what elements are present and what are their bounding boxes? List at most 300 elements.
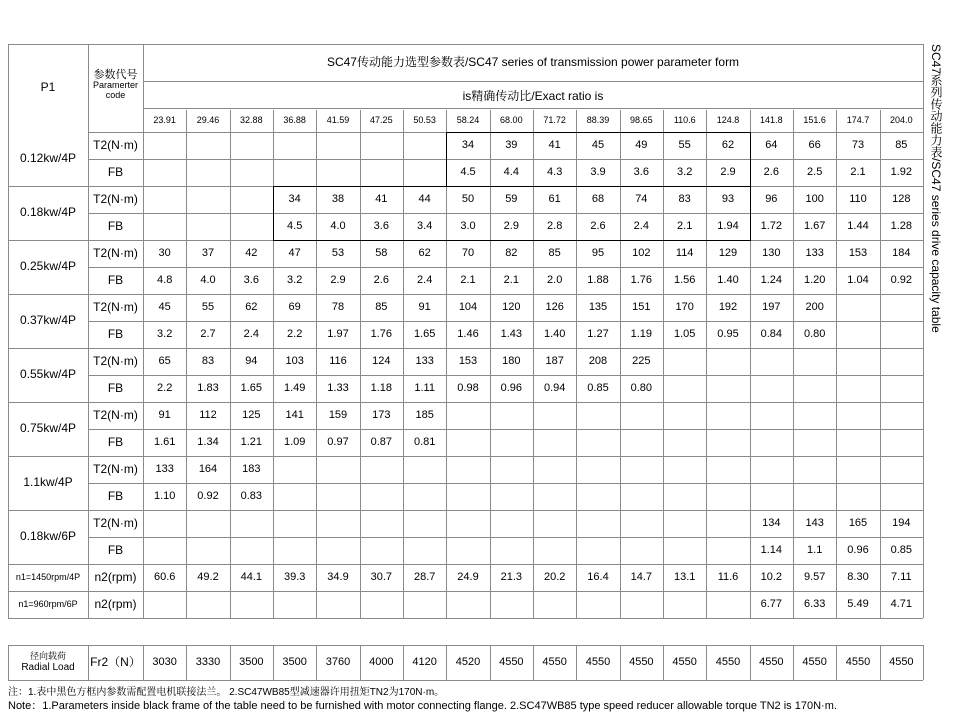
radial-value: 4550 (629, 656, 654, 669)
t2-value: 91 (418, 301, 431, 314)
n2-value: 24.9 (457, 571, 479, 584)
ratio-cell: 98.65 (630, 115, 653, 126)
fb-value: 1.61 (153, 436, 176, 449)
t2-value: 70 (461, 247, 475, 260)
fb-value: 1.19 (630, 328, 653, 341)
fb-value (576, 537, 619, 564)
fb-value (706, 483, 749, 510)
t2-value: 192 (718, 301, 738, 314)
t2-value: 120 (502, 301, 521, 314)
param-code-en: Paramerter code (92, 80, 138, 101)
fb-value: 1.34 (197, 436, 219, 449)
t2-value (316, 510, 359, 537)
t2-value (663, 348, 706, 375)
t2-value (273, 132, 316, 159)
t2-value: 82 (505, 247, 518, 260)
fb-value: 2.1 (460, 274, 476, 287)
radial-border-top (8, 645, 923, 646)
grid-line (143, 108, 923, 109)
fb-value: 0.96 (847, 544, 869, 557)
fb-value: 3.6 (243, 274, 259, 287)
grid-line (230, 110, 231, 618)
n2-value (273, 591, 316, 618)
fb-value: 1.44 (847, 220, 869, 233)
ratio-cell: 124.8 (716, 115, 740, 126)
fb-value: 2.6 (590, 220, 606, 233)
t2-value (533, 510, 576, 537)
t2-value (273, 510, 316, 537)
t2-value: 184 (892, 247, 911, 260)
t2-value: 100 (805, 193, 824, 206)
fb-value (273, 159, 316, 186)
grid-line (88, 537, 923, 538)
t2-label: T2(N·m) (93, 299, 138, 314)
t2-label: T2(N·m) (93, 461, 138, 476)
fb-value (880, 429, 923, 456)
t2-value: 45 (158, 301, 171, 314)
t2-value: 34 (461, 139, 475, 152)
fb-value: 0.85 (890, 544, 913, 557)
fb-value (446, 483, 489, 510)
fb-value: 2.7 (200, 328, 216, 341)
fb-value: 1.83 (197, 382, 219, 395)
grid-line (706, 645, 707, 680)
fb-value: 1.65 (240, 382, 263, 395)
fb-value: 3.2 (677, 166, 693, 179)
power-label: 0.18kw/4P (19, 205, 77, 220)
fb-value: 1.1 (807, 544, 823, 557)
t2-value: 165 (848, 517, 868, 530)
t2-value (230, 186, 273, 213)
t2-value (143, 186, 186, 213)
radial-border-bottom (8, 680, 923, 681)
t2-value: 74 (635, 193, 648, 206)
radial-value: 4550 (759, 656, 784, 669)
t2-value: 59 (505, 193, 518, 206)
t2-value: 143 (805, 517, 824, 530)
n2-value: 44.1 (240, 571, 263, 584)
fb-value: 1.14 (760, 544, 783, 557)
fb-value (316, 537, 359, 564)
fb-value: 4.5 (460, 166, 476, 179)
n2-value: 4.71 (890, 598, 913, 611)
t2-value (403, 510, 446, 537)
grid-line (793, 645, 794, 680)
t2-value: 30 (158, 247, 171, 260)
fb-value: 2.9 (330, 274, 346, 287)
t2-value (490, 402, 533, 429)
n2-value: 7.11 (891, 571, 912, 584)
fb-value: 4.5 (287, 220, 303, 233)
param-code-header (88, 60, 143, 110)
t2-value (403, 456, 446, 483)
grid-line (316, 645, 317, 680)
t2-value: 38 (331, 193, 345, 206)
fb-label: FB (107, 272, 124, 287)
t2-value (880, 456, 923, 483)
t2-value: 116 (329, 355, 347, 368)
ratio-cell: 151.6 (803, 115, 826, 126)
fb-value: 3.6 (633, 166, 649, 179)
n2-value: 10.2 (760, 571, 783, 584)
t2-value: 50 (461, 193, 475, 206)
n2-value: 14.7 (630, 571, 653, 584)
t2-value: 62 (721, 139, 735, 152)
table-border-top (8, 44, 923, 45)
fb-value (620, 429, 663, 456)
ratio-cell: 110.6 (673, 115, 696, 126)
grid-line (576, 645, 577, 680)
grid-line (88, 321, 923, 322)
t2-value: 133 (805, 247, 824, 260)
radial-value: 3330 (195, 656, 221, 669)
t2-value (576, 456, 619, 483)
t2-label: T2(N·m) (93, 515, 138, 530)
n2-value: 60.6 (153, 571, 176, 584)
t2-value: 102 (632, 247, 651, 260)
fb-value (316, 159, 359, 186)
fb-label: FB (107, 326, 124, 341)
fb-value (836, 429, 879, 456)
t2-value (360, 456, 403, 483)
grid-line (880, 110, 881, 618)
power-label: 1.1kw/4P (23, 475, 73, 490)
t2-value: 183 (242, 463, 261, 476)
fb-value (663, 375, 706, 402)
fb-value (360, 159, 403, 186)
note-cn: 注：1.表中黑色方框内参数需配置电机联接法兰。 2.SC47WB85型减速器许用扭矩TN2为170N·m。 (8, 687, 445, 698)
t2-value (533, 402, 576, 429)
fb-value (186, 159, 229, 186)
radial-value: 3760 (325, 656, 351, 669)
fb-value: 3.9 (590, 166, 606, 179)
grid-line (88, 267, 923, 268)
t2-value: 194 (892, 517, 911, 530)
grid-line (143, 645, 144, 680)
t2-value (403, 132, 446, 159)
grid-line (923, 645, 924, 680)
ratio-cell: 88.39 (586, 115, 610, 126)
p1-header: P1 (40, 80, 56, 95)
t2-value (836, 294, 879, 321)
t2-value: 173 (372, 409, 391, 422)
fb-value (230, 213, 273, 240)
grid-line (446, 645, 447, 680)
t2-value (186, 510, 229, 537)
fb-value: 1.05 (673, 328, 696, 341)
fb-value: 0.97 (327, 436, 349, 449)
t2-value: 185 (415, 409, 434, 422)
grid-line (403, 645, 404, 680)
t2-value: 91 (158, 409, 171, 422)
fb-value: 1.56 (673, 274, 696, 287)
fb-value (273, 537, 316, 564)
fb-value (316, 483, 359, 510)
t2-value: 42 (245, 247, 258, 260)
power-label: 0.37kw/4P (19, 313, 77, 328)
grid-line (533, 645, 534, 680)
power-label: 0.25kw/4P (19, 259, 77, 274)
fb-value: 2.2 (157, 382, 173, 395)
fb-value: 1.33 (327, 382, 349, 395)
t2-value: 124 (372, 355, 391, 368)
flange-frame-018kw (273, 186, 751, 241)
fb-value (706, 375, 749, 402)
t2-value: 39 (505, 139, 518, 152)
t2-value: 44 (418, 193, 431, 206)
radial-value: 4550 (542, 656, 567, 669)
fb-value (360, 483, 403, 510)
t2-label: T2(N·m) (93, 191, 138, 206)
grid-line (836, 110, 837, 618)
fb-value (793, 483, 836, 510)
fb-value (490, 483, 533, 510)
t2-value: 133 (155, 463, 174, 476)
radial-load-en: Radial Load (21, 661, 75, 673)
fb-value: 0.98 (457, 382, 479, 395)
n2-value (533, 591, 576, 618)
t2-label: T2(N·m) (93, 245, 138, 260)
t2-value (446, 510, 489, 537)
fb-value: 1.40 (717, 274, 739, 287)
t2-value: 134 (762, 517, 781, 530)
n2-value: 11.6 (717, 571, 739, 584)
fb-value: 0.95 (717, 328, 739, 341)
ratio-cell: 29.46 (196, 115, 220, 126)
t2-value: 62 (418, 247, 431, 260)
n2-value: 9.57 (803, 571, 826, 584)
n2-label: n2(rpm) (94, 569, 137, 584)
fb-value: 0.85 (587, 382, 609, 395)
grid-line (143, 81, 923, 82)
fb-value (836, 375, 879, 402)
n2-value: 30.7 (370, 571, 393, 584)
radial-value: 4550 (802, 656, 827, 669)
t2-value: 78 (331, 301, 345, 314)
fb-label: FB (107, 380, 124, 395)
t2-value (793, 456, 836, 483)
table-border-left (8, 44, 9, 618)
t2-value (836, 348, 879, 375)
t2-value: 49 (635, 139, 648, 152)
fb-value (750, 429, 793, 456)
grid-line (620, 645, 621, 680)
fb-value: 2.4 (243, 328, 259, 341)
t2-value (576, 510, 619, 537)
fb-value: 0.87 (370, 436, 393, 449)
fb-value: 2.8 (547, 220, 563, 233)
t2-value: 110 (849, 193, 867, 206)
fb-value: 3.4 (417, 220, 433, 233)
n1-label: n1=1450rpm/4P (15, 571, 81, 582)
fb-value: 0.80 (630, 382, 653, 395)
grid-line (88, 375, 923, 376)
fb-value: 2.5 (807, 166, 823, 179)
radial-load-label (8, 645, 88, 680)
fb-value: 2.0 (547, 274, 563, 287)
fb-value (360, 537, 403, 564)
n1-label: n1=960rpm/6P (18, 598, 78, 609)
t2-value: 85 (548, 247, 561, 260)
param-code-cn: 参数代号 (93, 69, 138, 82)
t2-value: 104 (458, 301, 478, 314)
t2-value: 180 (502, 355, 521, 368)
n2-value (316, 591, 359, 618)
t2-value: 95 (591, 247, 605, 260)
fb-value: 1.20 (803, 274, 826, 287)
ratio-header: is精确传动比/Exact ratio is (462, 89, 604, 104)
side-title: SC47系列传动能力表/SC47 series drive capacity table (929, 44, 943, 333)
radial-value: 3500 (282, 656, 307, 669)
radial-value: 4550 (845, 656, 871, 669)
t2-value: 53 (331, 247, 345, 260)
t2-value: 153 (848, 247, 868, 260)
t2-value: 197 (762, 301, 781, 314)
t2-label: T2(N·m) (93, 353, 138, 368)
t2-value (316, 132, 359, 159)
fb-value: 1.09 (283, 436, 306, 449)
fb-value (576, 483, 619, 510)
radial-value: 4550 (889, 656, 914, 669)
t2-value: 58 (375, 247, 388, 260)
t2-value: 96 (765, 193, 778, 206)
fb-label: FB (107, 164, 124, 179)
fb-value (836, 483, 879, 510)
ratio-cell: 204.0 (890, 115, 913, 126)
table-title: SC47传动能力选型参数表/SC47 series of transmission power parameter form (326, 55, 740, 70)
t2-value (273, 456, 316, 483)
radial-value: 4550 (585, 656, 611, 669)
fb-value: 1.43 (500, 328, 523, 341)
radial-load-cn: 径向载荷 (29, 651, 66, 662)
fb-value: 2.6 (763, 166, 779, 179)
fb-value: 1.40 (543, 328, 566, 341)
n2-value: 16.4 (587, 571, 609, 584)
t2-value: 225 (632, 355, 651, 368)
fb-value: 1.76 (630, 274, 653, 287)
grid-line (8, 402, 923, 403)
fb-value: 2.4 (417, 274, 433, 287)
grid-line (8, 294, 923, 295)
grid-line (273, 645, 274, 680)
t2-value (490, 456, 533, 483)
fb-value (186, 537, 229, 564)
ratio-cell: 50.53 (413, 115, 436, 126)
fb-value: 4.0 (200, 274, 216, 287)
fb-value: 2.9 (503, 220, 519, 233)
radial-value: 3030 (152, 656, 177, 669)
ratio-cell: 32.88 (240, 115, 263, 126)
power-label: 0.18kw/6P (19, 529, 77, 544)
n2-value (360, 591, 403, 618)
t2-value (230, 510, 273, 537)
n2-value: 34.9 (327, 571, 349, 584)
fb-value (403, 159, 446, 186)
n2-value (403, 591, 446, 618)
grid-line (490, 645, 491, 680)
grid-line (8, 456, 923, 457)
fb-value: 1.27 (587, 328, 609, 341)
n2-value (143, 591, 186, 618)
fb-value: 0.92 (890, 274, 913, 287)
fb-label: FB (107, 488, 124, 503)
fb-value: 0.80 (803, 328, 826, 341)
ratio-cell: 174.7 (846, 115, 870, 126)
t2-value (750, 456, 793, 483)
fb-value (143, 159, 186, 186)
t2-value (880, 348, 923, 375)
t2-value (793, 348, 836, 375)
ratio-cell: 58.24 (456, 115, 480, 126)
fb-value: 2.9 (720, 166, 736, 179)
radial-value: 4550 (499, 656, 524, 669)
t2-value: 130 (762, 247, 781, 260)
t2-value: 164 (198, 463, 218, 476)
power-label: 0.12kw/4P (19, 151, 77, 166)
t2-value (706, 402, 749, 429)
fb-value: 2.1 (850, 166, 866, 179)
grid-line (8, 510, 923, 511)
fb-value: 1.94 (717, 220, 739, 233)
t2-value: 114 (675, 247, 694, 260)
fb-value (750, 375, 793, 402)
fb-value: 1.65 (413, 328, 436, 341)
t2-value: 85 (375, 301, 388, 314)
t2-value: 112 (199, 409, 217, 422)
fb-value: 1.76 (370, 328, 393, 341)
t2-value (143, 132, 186, 159)
n2-value: 6.33 (803, 598, 826, 611)
t2-value (446, 456, 489, 483)
fb-value: 1.04 (847, 274, 869, 287)
n2-value (663, 591, 706, 618)
t2-value (663, 510, 706, 537)
t2-value: 45 (591, 139, 605, 152)
fb-value: 1.11 (414, 382, 435, 395)
t2-value: 159 (328, 409, 348, 422)
fb-value (663, 483, 706, 510)
fb-value: 2.2 (287, 328, 303, 341)
n2-value (186, 591, 229, 618)
n2-label: n2(rpm) (94, 596, 137, 611)
t2-value: 103 (285, 355, 304, 368)
ratio-cell: 23.91 (153, 115, 176, 126)
grid-line (88, 483, 923, 484)
t2-value (490, 510, 533, 537)
fb-value (620, 483, 663, 510)
t2-value: 187 (545, 355, 564, 368)
fb-label: FB (107, 542, 124, 557)
t2-value: 41 (548, 139, 561, 152)
t2-value: 85 (895, 139, 908, 152)
t2-value: 126 (545, 301, 564, 314)
n2-value (576, 591, 619, 618)
t2-value (230, 132, 273, 159)
t2-value: 55 (678, 139, 691, 152)
fb-value: 1.92 (890, 166, 913, 179)
fb-value (230, 537, 273, 564)
t2-value (186, 186, 229, 213)
t2-value (663, 456, 706, 483)
fb-value (706, 537, 749, 564)
fb-value (446, 429, 489, 456)
t2-value: 93 (721, 193, 735, 206)
n2-value: 5.49 (847, 598, 869, 611)
t2-value (836, 456, 879, 483)
fb-value (706, 429, 749, 456)
t2-value (620, 402, 663, 429)
grid-line (230, 645, 231, 680)
